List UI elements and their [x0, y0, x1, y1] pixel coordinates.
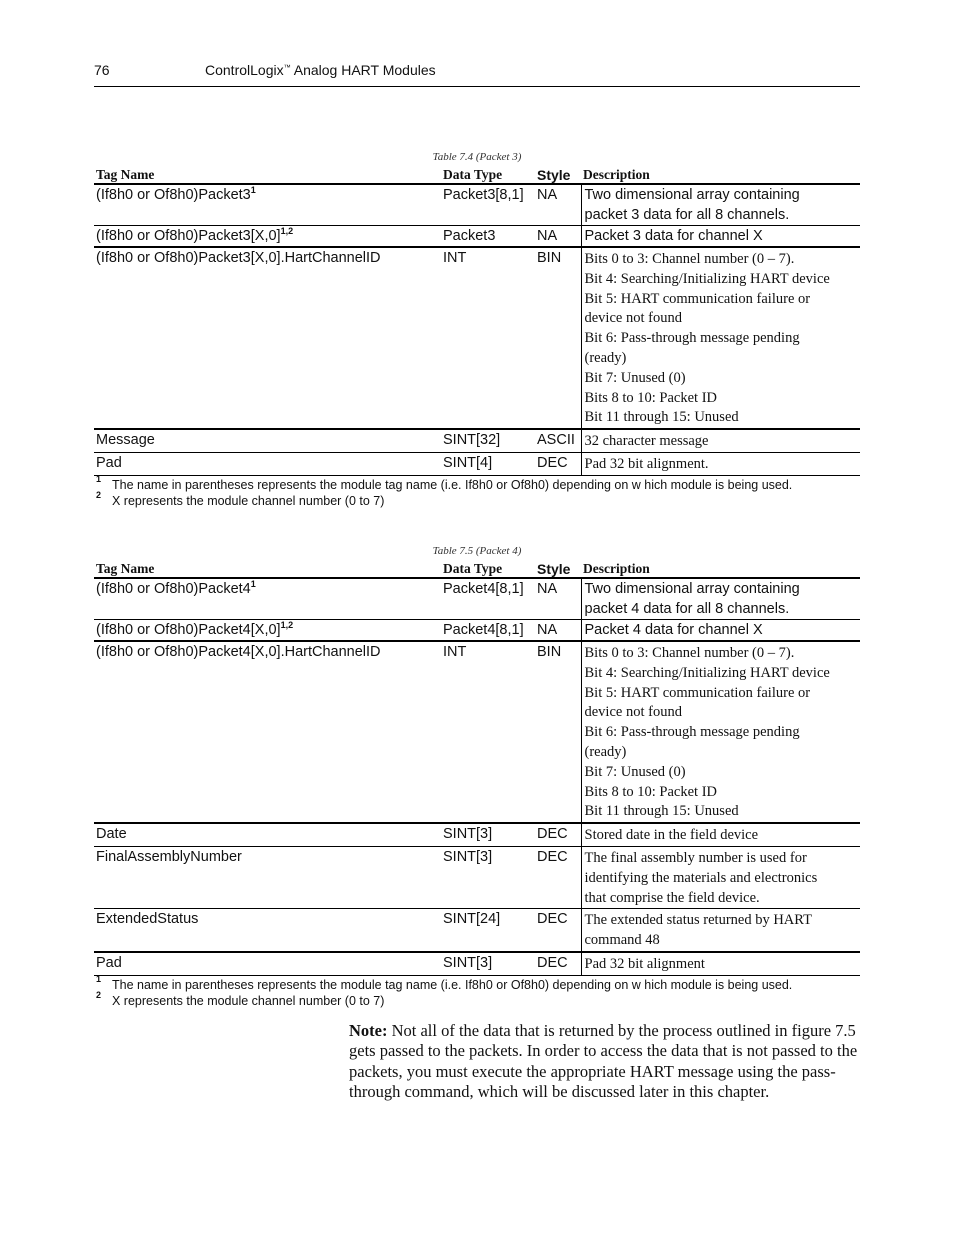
- col-header-description: Description: [581, 560, 860, 578]
- description-line: packet 3 data for all 8 channels.: [584, 207, 790, 223]
- description-line: Bit 4: Searching/Initializing HART device: [584, 270, 830, 287]
- cell-tag-name: [94, 909, 441, 952]
- description-line: device not found: [584, 704, 682, 721]
- running-title-brand: ControlLogix: [205, 62, 284, 78]
- cell-data-type: SINT[4]: [441, 452, 535, 475]
- cell-tag-name: [94, 184, 441, 226]
- footnote: [94, 973, 860, 992]
- description-line: Bit 6: Pass-through message pending: [584, 330, 800, 347]
- description-line: Bits 8 to 10: Packet ID: [584, 389, 718, 406]
- cell-description: [581, 226, 860, 248]
- col-header-tag-name: Tag Name: [94, 166, 441, 184]
- footnote: [94, 489, 860, 508]
- footnote-ref: 1,2: [280, 226, 294, 237]
- description-line: The extended status returned by HART: [584, 912, 812, 929]
- description-line: Bit 5: HART communication failure or: [584, 684, 811, 701]
- description-line: Stored date in the field device: [584, 827, 759, 844]
- description-line: 32 character message: [584, 433, 709, 450]
- description-line: Packet 3 data for channel X: [584, 228, 763, 244]
- description-line: Two dimensional array containing: [584, 187, 800, 203]
- cell-tag-name: [94, 429, 441, 452]
- table-row: [94, 846, 860, 908]
- footnote: [94, 473, 860, 492]
- cell-style: DEC: [535, 823, 581, 846]
- table-row: [94, 620, 860, 642]
- cell-style: DEC: [535, 952, 581, 975]
- description-line: The final assembly number is used for: [584, 849, 807, 866]
- cell-style: DEC: [535, 846, 581, 908]
- cell-data-type: SINT[32]: [441, 429, 535, 452]
- description-line: Packet 4 data for channel X: [584, 622, 763, 638]
- description-line: device not found: [584, 310, 682, 327]
- table-row: [94, 184, 860, 226]
- tag-name-text: ExtendedStatus: [96, 911, 199, 928]
- note-paragraph: [349, 1021, 859, 1103]
- cell-style: NA: [535, 184, 581, 226]
- cell-tag-name: [94, 452, 441, 475]
- footnote-text: X represents the module channel number (0 to 7): [112, 993, 385, 1008]
- tag-name-text: Pad: [96, 454, 122, 471]
- description-line: (ready): [584, 349, 627, 366]
- table-row: [94, 823, 860, 846]
- cell-tag-name: [94, 226, 441, 248]
- cell-data-type: Packet4[8,1]: [441, 620, 535, 642]
- page-header: [94, 62, 860, 87]
- table-row: [94, 641, 860, 823]
- note-label: Note:: [349, 1021, 388, 1040]
- description-line: Bits 0 to 3: Channel number (0 – 7).: [584, 645, 795, 661]
- tag-name-text: Message: [96, 432, 155, 449]
- cell-tag-name: [94, 578, 441, 620]
- cell-tag-name: [94, 846, 441, 908]
- cell-description: [581, 429, 860, 452]
- table-packet-3: [94, 151, 860, 508]
- cell-data-type: Packet3: [441, 226, 535, 248]
- description-line: Bit 4: Searching/Initializing HART device: [584, 664, 830, 681]
- table-row: [94, 452, 860, 475]
- footnote-mark: 2: [96, 989, 102, 1000]
- cell-data-type: INT: [441, 247, 535, 429]
- description-line: Bit 11 through 15: Unused: [584, 409, 739, 426]
- note-text: Not all of the data that is returned by the process outlined in figure 7.5 gets passed to the packets. In order to access the data that is not passed to the packets, you must execute the appropriate HART message using the pass-through command, which will be discussed later in this chapter.: [349, 1021, 858, 1102]
- description-line: that comprise the field device.: [584, 889, 760, 906]
- cell-style: NA: [535, 620, 581, 642]
- col-header-tag-name: Tag Name: [94, 560, 441, 578]
- cell-data-type: Packet4[8,1]: [441, 578, 535, 620]
- data-table: [94, 560, 860, 976]
- description-line: packet 4 data for all 8 channels.: [584, 601, 790, 617]
- cell-description: [581, 641, 860, 823]
- table-row: [94, 226, 860, 248]
- running-title: [205, 62, 436, 78]
- footnote-text: The name in parentheses represents the module tag name (i.e. If8h0 or Of8h0) depending on w hich module is being used.: [112, 977, 793, 992]
- cell-description: [581, 620, 860, 642]
- cell-tag-name: [94, 823, 441, 846]
- col-header-style: Style: [535, 166, 581, 184]
- cell-description: [581, 578, 860, 620]
- col-header-data-type: Data Type: [441, 166, 535, 184]
- description-line: Bit 11 through 15: Unused: [584, 803, 739, 820]
- cell-description: [581, 247, 860, 429]
- description-line: Bits 8 to 10: Packet ID: [584, 783, 718, 800]
- description-line: Pad 32 bit alignment: [584, 955, 705, 972]
- description-line: Two dimensional array containing: [584, 581, 800, 597]
- footnote-ref: 1: [250, 185, 256, 196]
- table-packet-4: [94, 545, 860, 1008]
- cell-style: ASCII: [535, 429, 581, 452]
- table-row: [94, 578, 860, 620]
- footnote-mark: 2: [96, 489, 102, 500]
- table-caption: Table 7.5 (Packet 4): [432, 545, 522, 557]
- cell-description: [581, 909, 860, 952]
- tag-name-text: Date: [96, 826, 127, 843]
- cell-style: DEC: [535, 909, 581, 952]
- cell-data-type: INT: [441, 641, 535, 823]
- table-row: [94, 909, 860, 952]
- running-title-rest: Analog HART Modules: [290, 62, 436, 78]
- description-line: Bit 5: HART communication failure or: [584, 290, 811, 307]
- description-line: Bit 6: Pass-through message pending: [584, 724, 800, 741]
- cell-description: [581, 823, 860, 846]
- cell-data-type: SINT[24]: [441, 909, 535, 952]
- footnote-ref: 1: [250, 579, 256, 590]
- cell-data-type: Packet3[8,1]: [441, 184, 535, 226]
- cell-style: DEC: [535, 452, 581, 475]
- data-table: [94, 166, 860, 476]
- tag-name-text: (If8h0 or Of8h0)Packet3: [96, 187, 251, 203]
- cell-style: NA: [535, 226, 581, 248]
- col-header-style: Style: [535, 560, 581, 578]
- description-line: identifying the materials and electronics: [584, 869, 818, 886]
- cell-tag-name: [94, 247, 441, 429]
- description-line: Bits 0 to 3: Channel number (0 – 7).: [584, 251, 795, 267]
- trademark-mark: ™: [283, 64, 291, 72]
- page-number: 76: [94, 62, 110, 78]
- footnote-ref: 1,2: [280, 620, 294, 631]
- cell-description: [581, 184, 860, 226]
- cell-style: BIN: [535, 641, 581, 823]
- tag-name-text: (If8h0 or Of8h0)Packet4[X,0]: [96, 622, 281, 638]
- tag-name-text: (If8h0 or Of8h0)Packet4[X,0].HartChannelID: [96, 644, 381, 660]
- cell-tag-name: [94, 620, 441, 642]
- description-line: Pad 32 bit alignment.: [584, 455, 709, 472]
- tag-name-text: (If8h0 or Of8h0)Packet4: [96, 581, 251, 597]
- cell-description: [581, 952, 860, 975]
- description-line: command 48: [584, 932, 660, 949]
- footnote-text: The name in parentheses represents the module tag name (i.e. If8h0 or Of8h0) depending on w hich module is being used.: [112, 477, 793, 492]
- cell-description: [581, 846, 860, 908]
- description-line: Bit 7: Unused (0): [584, 369, 686, 386]
- table-row: [94, 429, 860, 452]
- description-line: Bit 7: Unused (0): [584, 763, 686, 780]
- table-caption: Table 7.4 (Packet 3): [432, 151, 522, 163]
- table-row: [94, 247, 860, 429]
- cell-data-type: SINT[3]: [441, 823, 535, 846]
- table-row: [94, 952, 860, 975]
- tag-name-text: Pad: [96, 954, 122, 971]
- footnote-mark: 1: [96, 973, 102, 984]
- col-header-data-type: Data Type: [441, 560, 535, 578]
- footnote-text: X represents the module channel number (0 to 7): [112, 493, 385, 508]
- tag-name-text: (If8h0 or Of8h0)Packet3[X,0].HartChannelID: [96, 250, 381, 266]
- cell-data-type: SINT[3]: [441, 952, 535, 975]
- cell-description: [581, 452, 860, 475]
- cell-data-type: SINT[3]: [441, 846, 535, 908]
- footnote-mark: 1: [96, 473, 102, 484]
- tag-name-text: FinalAssemblyNumber: [96, 848, 242, 865]
- description-line: (ready): [584, 743, 627, 760]
- col-header-description: Description: [581, 166, 860, 184]
- cell-style: NA: [535, 578, 581, 620]
- footnote: [94, 989, 860, 1008]
- cell-tag-name: [94, 952, 441, 975]
- tag-name-text: (If8h0 or Of8h0)Packet3[X,0]: [96, 228, 281, 244]
- cell-tag-name: [94, 641, 441, 823]
- cell-style: BIN: [535, 247, 581, 429]
